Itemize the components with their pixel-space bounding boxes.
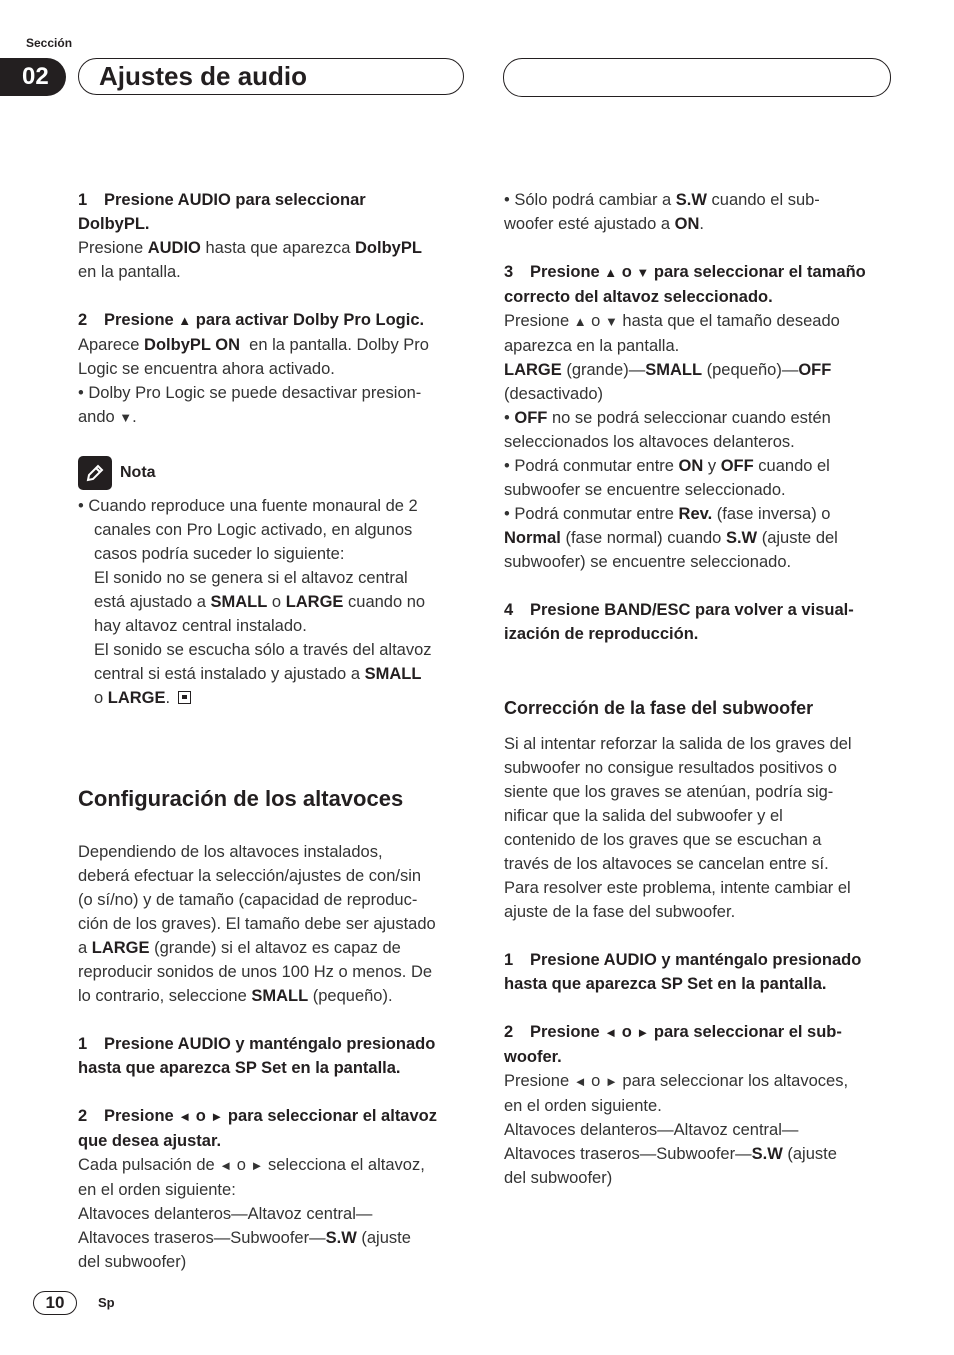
speakers-step-2-heading: 2 Presione ◄ o ► para seleccionar el altavoz que desea ajustar.	[78, 1107, 437, 1150]
section-title-speakers: Configuración de los altavoces	[78, 786, 404, 811]
page-language: Sp	[98, 1295, 115, 1310]
speakers-step-3-heading: 3 Presione ▲ o ▼ para seleccionar el tamaño correcto del altavoz seleccionado.	[504, 263, 866, 306]
step-2-bullet: • Dolby Pro Logic se puede desactivar presion- ando ▼.	[78, 384, 422, 426]
speakers-step-3-body: Presione ▲ o ▼ hasta que el tamaño deseado aparezca en la pantalla.	[504, 312, 840, 355]
section-number-tab: 02	[0, 58, 66, 96]
step-1-heading: 1 Presione AUDIO para seleccionar DolbyPL.	[78, 191, 366, 233]
speakers-step-1-heading: 1 Presione AUDIO y manténgalo presionado hasta que aparezca SP Set en la pantalla.	[78, 1035, 436, 1077]
speakers-step-3-options: LARGE (grande)—SMALL (pequeño)—OFF (desactivado)	[504, 361, 832, 403]
speakers-step-2-order: Altavoces delanteros—Altavoz central— Altavoces traseros—Subwoofer—S.W (ajuste del subwoofer)	[78, 1205, 411, 1271]
header-empty-box	[503, 58, 891, 97]
note-heading	[78, 456, 468, 490]
chapter-title-box	[78, 58, 464, 95]
page-number: 10	[33, 1291, 77, 1315]
pencil-icon	[78, 456, 112, 490]
section-title-phase: Corrección de la fase del subwoofer	[504, 698, 814, 718]
note-item: • Cuando reproduce una fuente monaural de 2 canales con Pro Logic activado, en algunos casos podría suceder lo siguiente:	[78, 497, 418, 563]
left-column	[78, 188, 468, 1274]
chapter-title: Ajustes de audio	[99, 61, 308, 91]
phase-step-2-heading: 2 Presione ◄ o ► para seleccionar el sub- woofer.	[504, 1023, 842, 1066]
step-2-heading: 2 Presione ▲ para activar Dolby Pro Logic.	[78, 311, 425, 329]
speakers-step-3-bullet-2: • Podrá conmutar entre ON y OFF cuando el subwoofer se encuentre seleccionado.	[504, 457, 830, 499]
speakers-step-2-body: Cada pulsación de ◄ o ► selecciona el altavoz, en el orden siguiente:	[78, 1156, 425, 1199]
speakers-intro: Dependiendo de los altavoces instalados, deberá efectuar la selección/ajustes de con/sin (o sí/no) y de tamaño (capacidad de reproduc- ción de los graves). El tamaño debe ser ajustado a LARGE (grande) si el altavoz es capaz de reproducir sonidos de unos 100 Hz o menos. De lo contrario, seleccione SMALL (pequeño).	[78, 843, 436, 1005]
note-title: Nota	[120, 464, 156, 481]
section-label: Sección	[26, 36, 73, 50]
note-item-detail-2: El sonido se escucha sólo a través del altavoz central si está instalado y ajustado a SMALL o LARGE.	[94, 641, 432, 707]
phase-intro: Si al intentar reforzar la salida de los graves del subwoofer no consigue resultados positivos o siente que los graves se atenúan, podría sig- nificar que la salida del subwoofer y el contenido de los graves que se escuchan a través de los altavoces se cancelan entre sí. Para resolver este problema, intente cambiar el ajuste de la fase del subwoofer.	[504, 735, 852, 921]
phase-step-2-order: Altavoces delanteros—Altavoz central— Altavoces traseros—Subwoofer—S.W (ajuste del subwoofer)	[504, 1121, 837, 1187]
end-mark-icon	[178, 691, 191, 704]
sw-bullet: • Sólo podrá cambiar a S.W cuando el sub- woofer esté ajustado a ON.	[504, 191, 820, 233]
step-2-body: Aparece DolbyPL ON en la pantalla. Dolby Pro Logic se encuentra ahora activado.	[78, 336, 429, 378]
step-1-body: Presione AUDIO hasta que aparezca DolbyPL en la pantalla.	[78, 239, 422, 281]
note-item-detail-1: El sonido no se genera si el altavoz central está ajustado a SMALL o LARGE cuando no hay altavoz central instalado.	[94, 569, 426, 635]
speakers-step-4-heading: 4 Presione BAND/ESC para volver a visual- ización de reproducción.	[504, 601, 854, 643]
phase-step-2-body: Presione ◄ o ► para seleccionar los altavoces, en el orden siguiente.	[504, 1072, 849, 1115]
speakers-step-3-bullet-1: • OFF no se podrá seleccionar cuando estén seleccionados los altavoces delanteros.	[504, 409, 831, 451]
speakers-step-3-bullet-3: • Podrá conmutar entre Rev. (fase inversa) o Normal (fase normal) cuando S.W (ajuste del subwoofer) se encuentre seleccionado.	[504, 505, 838, 571]
right-column	[504, 188, 894, 1190]
phase-step-1-heading: 1 Presione AUDIO y manténgalo presionado hasta que aparezca SP Set en la pantalla.	[504, 951, 862, 993]
